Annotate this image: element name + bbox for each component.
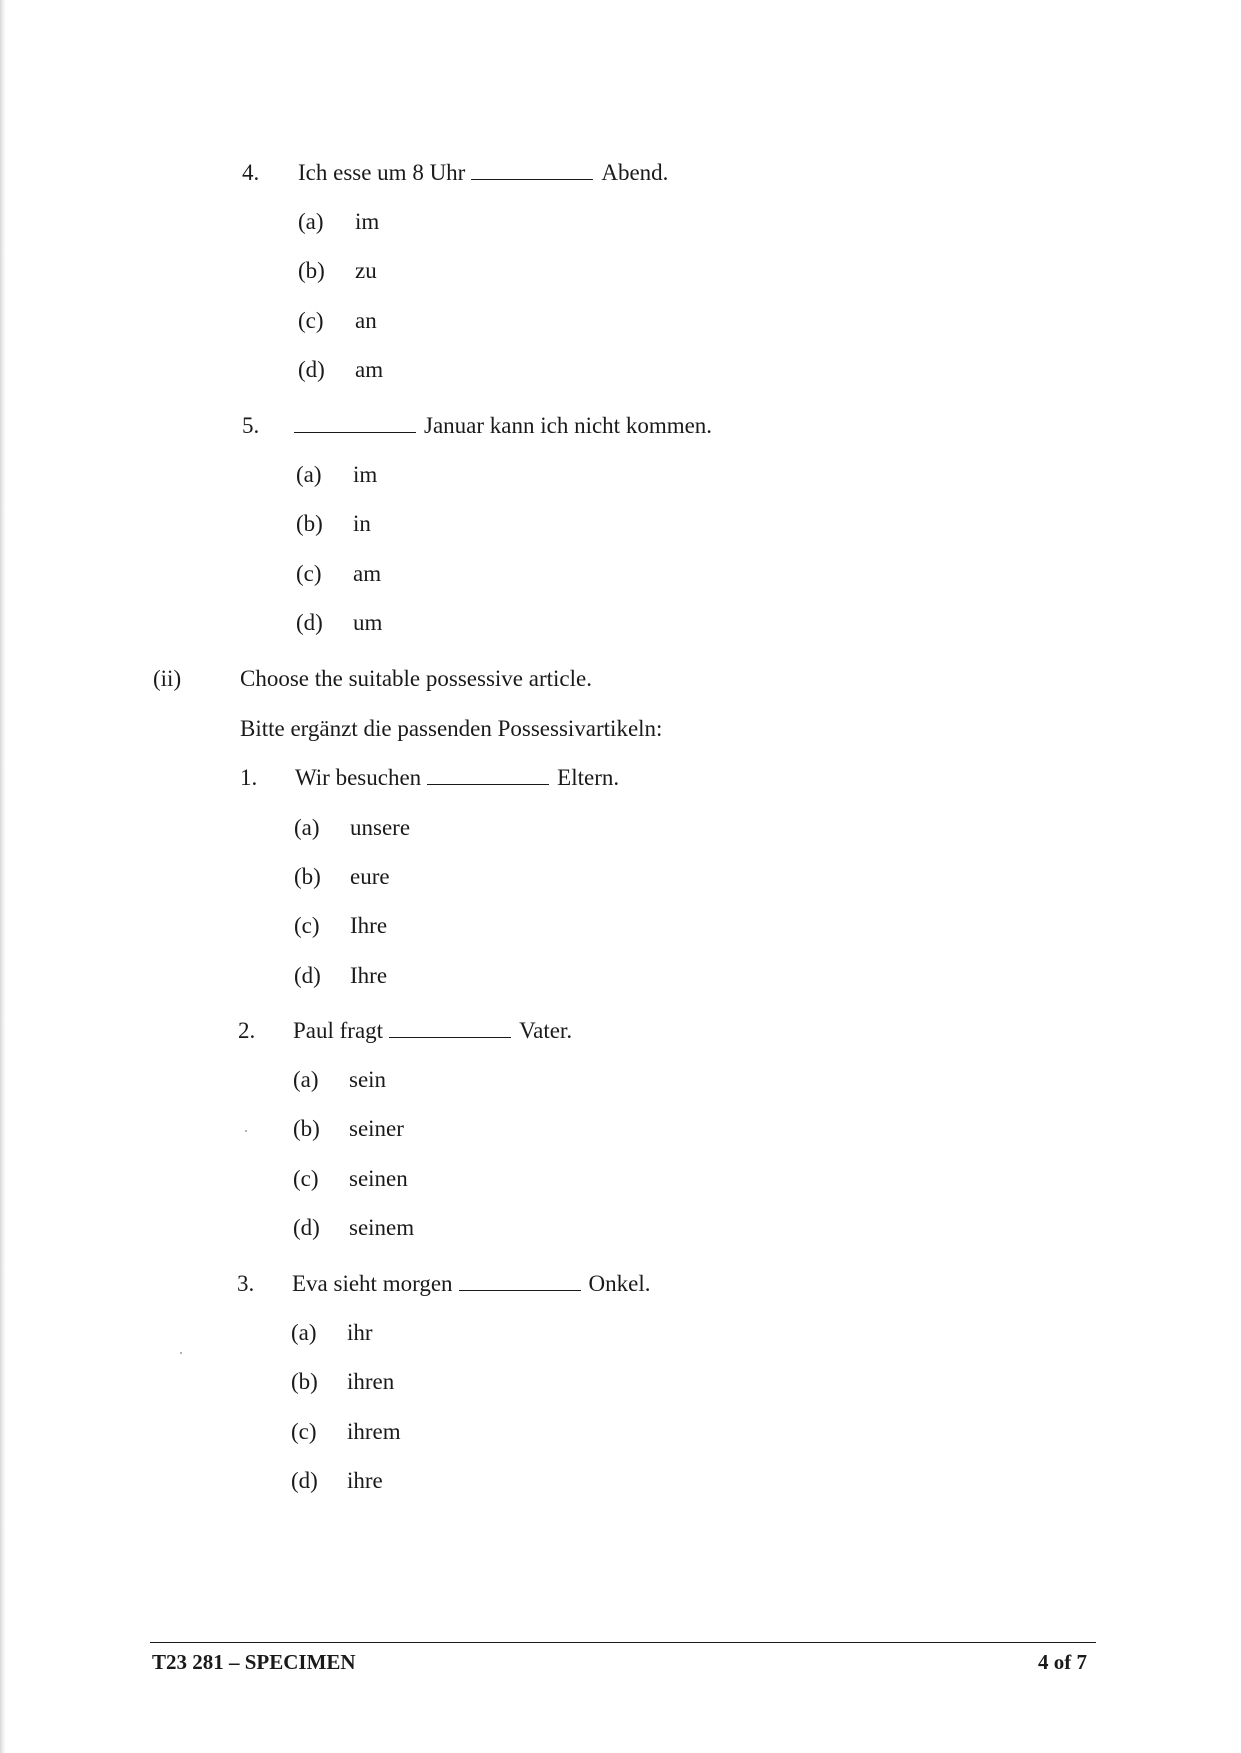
- option-text: am: [355, 357, 384, 382]
- question-number: 3.: [237, 1271, 255, 1296]
- stem-before: Eva sieht morgen: [292, 1271, 453, 1296]
- section-marker: (ii): [153, 666, 182, 691]
- option-text: seiner: [349, 1116, 404, 1141]
- stem-after: Eltern.: [557, 765, 620, 790]
- option-label: (a): [294, 815, 320, 840]
- option-text: am: [353, 561, 382, 586]
- question-number: 1.: [240, 765, 258, 790]
- question-number: 5.: [242, 413, 260, 438]
- question-sentence: [298, 158, 668, 188]
- option-text: Ihre: [350, 913, 388, 938]
- option-text: ihrem: [347, 1419, 401, 1444]
- option-text: in: [353, 511, 371, 536]
- stem-after: Onkel.: [588, 1271, 651, 1296]
- stem-before: Wir besuchen: [295, 765, 422, 790]
- option-text: zu: [355, 258, 377, 283]
- option-label: (a): [293, 1067, 319, 1092]
- footer-code: T23 281 – SPECIMEN: [152, 1650, 356, 1674]
- stem-after: Abend.: [601, 160, 669, 185]
- question-sentence: [293, 1016, 572, 1046]
- option-label: (d): [298, 357, 325, 382]
- option-label: (d): [293, 1215, 320, 1240]
- option-text: um: [353, 610, 383, 635]
- option-text: seinem: [349, 1215, 415, 1240]
- option-text: sein: [349, 1067, 387, 1092]
- option-label: (b): [294, 864, 321, 889]
- option-label: (c): [293, 1166, 319, 1191]
- question-number: 2.: [238, 1018, 256, 1043]
- option-text: im: [355, 209, 380, 234]
- stem-after: Januar kann ich nicht kommen.: [424, 413, 713, 438]
- stem-after: Vater.: [519, 1018, 573, 1043]
- option-label: (a): [296, 462, 322, 487]
- answer-blank: [427, 764, 549, 785]
- option-label: (c): [291, 1419, 317, 1444]
- question-sentence: [294, 411, 712, 441]
- scan-page-edge: [0, 0, 6, 1753]
- footer-rule: [150, 1642, 1096, 1643]
- option-label: (b): [298, 258, 325, 283]
- option-label: (d): [291, 1468, 318, 1493]
- footer-page-number: 4 of 7: [1038, 1650, 1087, 1674]
- instruction-german: Bitte ergänzt die passenden Possessivartikeln:: [240, 716, 663, 741]
- answer-blank: [471, 159, 593, 180]
- stem-before: Paul fragt: [293, 1018, 384, 1043]
- option-label: (b): [293, 1116, 320, 1141]
- option-text: im: [353, 462, 378, 487]
- answer-blank: [294, 412, 416, 433]
- scan-speck: [245, 1130, 247, 1132]
- option-label: (c): [296, 561, 322, 586]
- option-text: ihren: [347, 1369, 395, 1394]
- answer-blank: [459, 1270, 581, 1291]
- question-sentence: [295, 763, 619, 793]
- scan-speck: [180, 1352, 182, 1354]
- answer-blank: [389, 1017, 511, 1038]
- question-number: 4.: [242, 160, 260, 185]
- option-text: unsere: [350, 815, 411, 840]
- option-text: seinen: [349, 1166, 408, 1191]
- stem-before: Ich esse um 8 Uhr: [298, 160, 466, 185]
- option-label: (c): [294, 913, 320, 938]
- option-label: (c): [298, 308, 324, 333]
- option-text: ihr: [347, 1320, 373, 1345]
- option-label: (d): [296, 610, 323, 635]
- option-text: ihre: [347, 1468, 383, 1493]
- option-text: Ihre: [350, 963, 388, 988]
- instruction-english: Choose the suitable possessive article.: [240, 666, 592, 691]
- option-label: (d): [294, 963, 321, 988]
- option-text: eure: [350, 864, 390, 889]
- question-sentence: [292, 1269, 651, 1299]
- option-label: (a): [298, 209, 324, 234]
- option-label: (b): [296, 511, 323, 536]
- option-text: an: [355, 308, 377, 333]
- option-label: (a): [291, 1320, 317, 1345]
- option-label: (b): [291, 1369, 318, 1394]
